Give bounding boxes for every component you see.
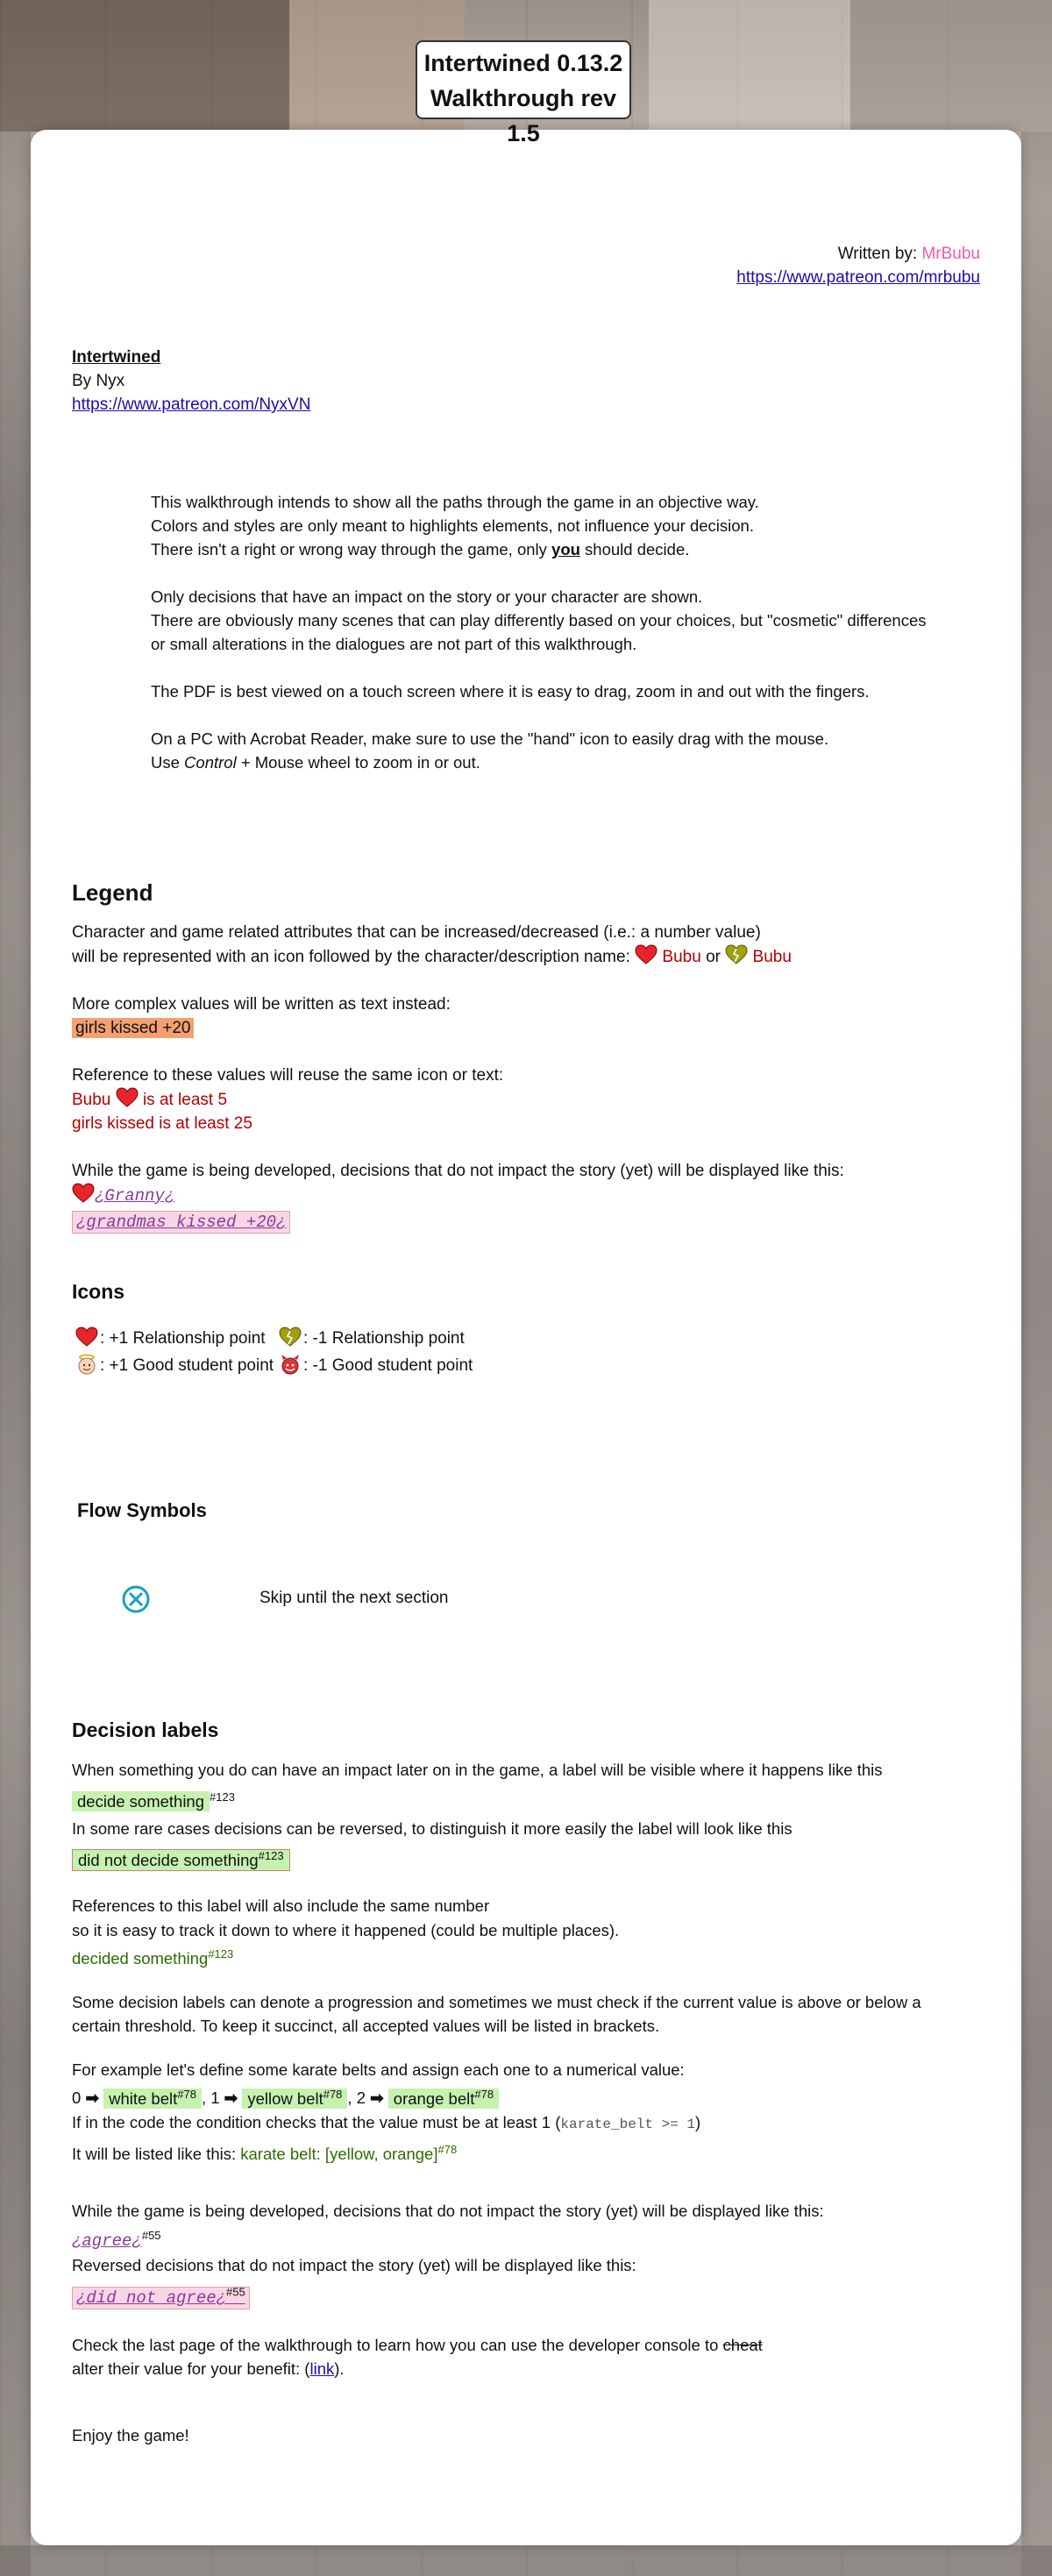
heart-icon bbox=[116, 1087, 139, 1108]
icon-legend-row-1: : +1 Relationship point bbox=[75, 1326, 266, 1351]
flow-heading: Flow Symbols bbox=[77, 1499, 207, 1521]
console-guide-link[interactable]: link bbox=[309, 2359, 335, 2379]
title-line-1: Intertwined 0.13.2 bbox=[423, 50, 623, 76]
dev-decision-label: ¿agree¿ bbox=[72, 2231, 142, 2251]
intro-line: The PDF is best viewed on a touch screen where it is easy to drag, zoom in and out with the fingers. bbox=[151, 682, 870, 701]
game-info bbox=[72, 345, 310, 416]
intro-line: Only decisions that have an impact on the story or your character are shown. bbox=[151, 587, 703, 606]
reversed-decision-label: did not decide something$^{\#123}$ bbox=[72, 1849, 290, 1871]
broken-heart-icon bbox=[725, 944, 748, 965]
angel-icon bbox=[75, 1353, 98, 1376]
author-name: MrBubu bbox=[921, 245, 980, 263]
decision-reference: decided something bbox=[72, 1949, 209, 1968]
author-label: Written by: bbox=[837, 245, 918, 263]
legend-block: Character and game related attributes that can be increased/decreased (i.e.: a number value) will be represented with an icon followed by the character/description name: Bubu or Bubu More complex values will be written as text instead: girls kissed +20 Reference to these values will reuse the same icon or text: Bubu is at least 5 girls kissed is at least 25 While the game is being developed, decisions that do not impact the story (yet) will be displayed like this: ¿Granny¿ ¿grandmas kissed +20¿ bbox=[72, 923, 844, 1232]
icons-heading: Icons bbox=[72, 1280, 125, 1303]
belt-example: 0 ➡ white belt$^{\#78}$ , 1 ➡ yellow belt$^{\#78}$ , 2 ➡ orange belt$^{\#78}$ bbox=[72, 2081, 1001, 2110]
intro-text bbox=[151, 490, 957, 774]
game-name: Intertwined bbox=[72, 348, 161, 366]
skip-icon bbox=[121, 1584, 151, 1614]
dev-reversed-decision-label: ¿did not agree¿$^{\#55}$ bbox=[72, 2287, 250, 2309]
title-box bbox=[416, 40, 631, 146]
intro-line: or small alterations in the dialogues are not part of this walkthrough. bbox=[151, 635, 637, 653]
skip-label: Skip until the next section bbox=[259, 1589, 449, 1607]
icon-legend-row-4: : -1 Good student point bbox=[279, 1353, 473, 1378]
heart-icon bbox=[72, 1183, 95, 1204]
heart-icon bbox=[635, 944, 658, 965]
intro-line: Colors and styles are only meant to highlights elements, not influence your decision. bbox=[151, 516, 754, 535]
decision-label: decide something bbox=[72, 1791, 210, 1811]
icon-legend-row-3: : +1 Good student point bbox=[75, 1353, 274, 1378]
author-link[interactable]: https://www.patreon.com/mrbubu bbox=[736, 268, 980, 287]
intro-line: On a PC with Acrobat Reader, make sure to use the "hand" icon to easily drag with the mouse. bbox=[151, 729, 829, 748]
intro-line: There isn't a right or wrong way through the game, only you should decide. bbox=[151, 540, 690, 559]
heart-icon bbox=[75, 1326, 98, 1348]
legend-heading: Legend bbox=[72, 879, 153, 906]
devil-icon bbox=[279, 1353, 302, 1376]
intro-line: This walkthrough intends to show all the paths through the game in an objective way. bbox=[151, 493, 759, 511]
title-line-2: Walkthrough rev 1.5 bbox=[430, 85, 617, 146]
game-author: By Nyx bbox=[72, 372, 125, 390]
broken-heart-icon bbox=[279, 1326, 302, 1348]
game-link[interactable]: https://www.patreon.com/NyxVN bbox=[72, 395, 311, 414]
example-value-label: girls kissed +20 bbox=[72, 1018, 194, 1038]
author-block bbox=[736, 242, 980, 289]
icon-legend-row-2: : -1 Relationship point bbox=[279, 1326, 465, 1351]
decision-block: When something you do can have an impact later on in the game, a label will be visible where it happens like this decide something $^{\#123}$ In some rare cases decisions can be reversed, to distinguish it more easily the label will look like this did not decide something$^{\#123}$ References to this label will also include the same number so it is easy to track it down to where it happened (could be multiple places). decided something$^{\#123}$ Some decision labels can denote a progression and sometimes we must check if the current value is above or below a certain threshold. To keep it succinct, all accepted values will be listed in brackets. For example let's define some karate belts and assign each one to a numerical value: 0 ➡ white belt$^{\#78}$ , 1 ➡ yellow belt$^{\#78}$ , 2 ➡ orange belt$^{\#78}$ If in the code the condition checks that the value must be at least 1 (karate_belt >= 1) It will be listed like this: karate belt: [yellow, orange]$^{\#78}$ While the game is being developed, decisions that do not impact the story (yet) will be displayed like this: ¿agree¿$^{\#55}$ Reversed decisions that do not impact the story (yet) will be displayed like this: ¿did not agree¿$^{\#55}$ Check the last page of the walkthrough to learn how you can use the developer console to cheat alter their value for your benefit: (link). Enjoy the game! bbox=[72, 1758, 1001, 2447]
intro-line: Use Control + Mouse wheel to zoom in or out. bbox=[151, 753, 480, 772]
decision-heading: Decision labels bbox=[72, 1719, 219, 1741]
intro-line: There are obviously many scenes that can play differently based on your choices, but "cosmetic" differences bbox=[151, 611, 927, 630]
closing-line: Enjoy the game! bbox=[72, 2425, 189, 2444]
